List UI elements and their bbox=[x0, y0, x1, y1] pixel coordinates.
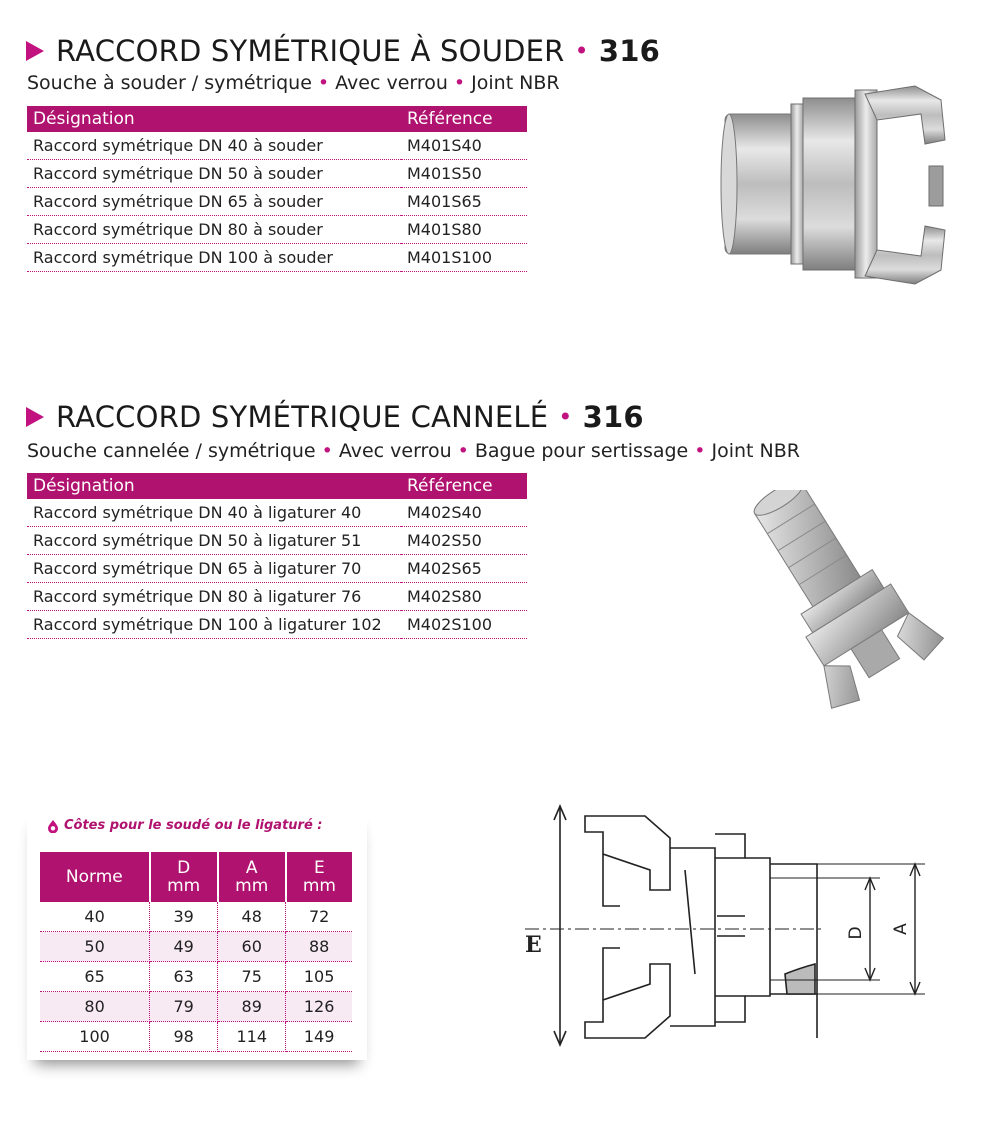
section1-subtitle: Souche à souder / symétrique • Avec verrou • Joint NBR bbox=[27, 72, 560, 94]
designation-cell: Raccord symétrique DN 40 à souder bbox=[27, 132, 401, 160]
reference-cell: M402S50 bbox=[401, 527, 527, 555]
designation-cell: Raccord symétrique DN 100 à ligaturer 102 bbox=[27, 611, 401, 639]
designation-cell: Raccord symétrique DN 50 à ligaturer 51 bbox=[27, 527, 401, 555]
technical-drawing bbox=[505, 798, 935, 1058]
table-row bbox=[27, 555, 527, 583]
table-row: 50 49 60 88 bbox=[40, 932, 352, 962]
section2-grade: 316 bbox=[582, 400, 644, 434]
reference-header: Référence bbox=[401, 106, 527, 132]
table-row: 100 98 114 149 bbox=[40, 1022, 352, 1052]
designation-cell: Raccord symétrique DN 65 à souder bbox=[27, 188, 401, 216]
dimensions-caption-text: Côtes pour le soudé ou le ligaturé : bbox=[64, 818, 323, 833]
norme-header: Norme bbox=[40, 852, 150, 902]
designation-cell: Raccord symétrique DN 80 à ligaturer 76 bbox=[27, 583, 401, 611]
label-a: A bbox=[891, 923, 911, 935]
section2-subtitle-part: Avec verrou bbox=[338, 440, 452, 462]
a-header: A mm bbox=[218, 852, 286, 902]
table-row bbox=[27, 244, 527, 272]
section1-subtitle-part: Souche à souder / symétrique bbox=[27, 72, 312, 94]
label-d: D bbox=[846, 926, 866, 940]
designation-cell: Raccord symétrique DN 100 à souder bbox=[27, 244, 401, 272]
table-row: 65 63 75 105 bbox=[40, 962, 352, 992]
bullet-dot: • bbox=[558, 403, 573, 431]
table-row bbox=[27, 527, 527, 555]
hose-coupling-photo bbox=[735, 490, 950, 715]
table-row bbox=[27, 611, 527, 639]
section2-subtitle-part: Souche cannelée / symétrique bbox=[27, 440, 316, 462]
section2-subtitle-part: Bague pour sertissage bbox=[474, 440, 689, 462]
reference-header: Référence bbox=[401, 473, 527, 499]
reference-cell: M402S80 bbox=[401, 583, 527, 611]
weld-coupling-photo bbox=[715, 80, 955, 290]
table-row bbox=[27, 160, 527, 188]
section1-grade: 316 bbox=[598, 34, 661, 68]
reference-cell: M401S80 bbox=[401, 216, 527, 244]
table-row bbox=[27, 188, 527, 216]
designation-cell: Raccord symétrique DN 80 à souder bbox=[27, 216, 401, 244]
table-row: 80 79 89 126 bbox=[40, 992, 352, 1022]
section2-title bbox=[26, 400, 644, 434]
section2-subtitle-part: Joint NBR bbox=[711, 440, 800, 462]
bullet-dot: • bbox=[574, 37, 589, 65]
dimensions-caption bbox=[46, 818, 323, 833]
d-header: D mm bbox=[150, 852, 218, 902]
reference-cell: M402S65 bbox=[401, 555, 527, 583]
table-row bbox=[27, 583, 527, 611]
label-e: E bbox=[525, 932, 542, 958]
section1-subtitle-part: Avec verrou bbox=[335, 72, 448, 94]
section1-title-text: RACCORD SYMÉTRIQUE À SOUDER bbox=[56, 34, 565, 68]
drop-magnifier-icon bbox=[46, 819, 60, 833]
triangle-arrow-icon bbox=[26, 407, 44, 427]
section2-subtitle: Souche cannelée / symétrique • Avec verrou • Bague pour sertissage • Joint NBR bbox=[27, 440, 800, 462]
section1-subtitle-part: Joint NBR bbox=[471, 72, 560, 94]
dimensions-table bbox=[40, 852, 352, 1052]
designation-header: Désignation bbox=[27, 106, 401, 132]
reference-cell: M401S50 bbox=[401, 160, 527, 188]
section1-product-table bbox=[27, 106, 527, 272]
section2-product-table bbox=[27, 473, 527, 639]
section2-title-text: RACCORD SYMÉTRIQUE CANNELÉ bbox=[56, 400, 549, 434]
reference-cell: M401S65 bbox=[401, 188, 527, 216]
table-row bbox=[27, 499, 527, 527]
table-row bbox=[27, 216, 527, 244]
reference-cell: M402S100 bbox=[401, 611, 527, 639]
reference-cell: M402S40 bbox=[401, 499, 527, 527]
reference-cell: M401S40 bbox=[401, 132, 527, 160]
reference-cell: M401S100 bbox=[401, 244, 527, 272]
designation-header: Désignation bbox=[27, 473, 401, 499]
designation-cell: Raccord symétrique DN 50 à souder bbox=[27, 160, 401, 188]
section1-title bbox=[26, 34, 660, 68]
designation-cell: Raccord symétrique DN 65 à ligaturer 70 bbox=[27, 555, 401, 583]
triangle-arrow-icon bbox=[26, 41, 44, 61]
designation-cell: Raccord symétrique DN 40 à ligaturer 40 bbox=[27, 499, 401, 527]
table-row: 40 39 48 72 bbox=[40, 902, 352, 932]
e-header: E mm bbox=[286, 852, 352, 902]
table-row bbox=[27, 132, 527, 160]
